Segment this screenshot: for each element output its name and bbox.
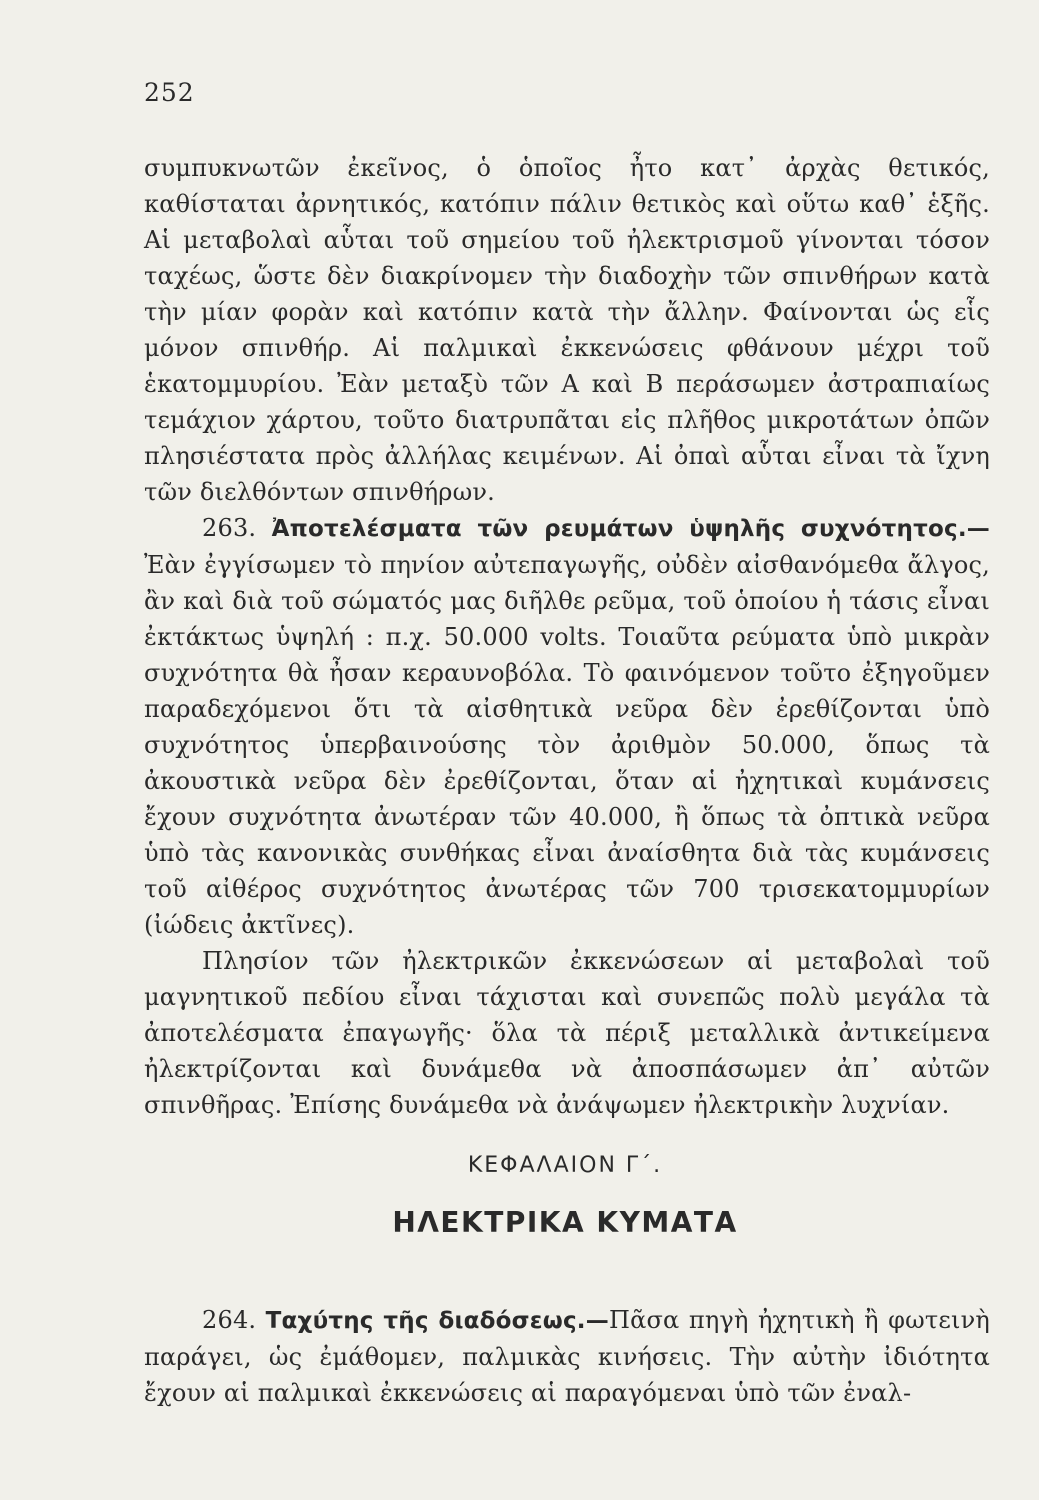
paragraph-continuation: συμπυκνωτῶν ἐκεῖνος, ὁ ὁποῖος ἦτο κατ᾽ ἀρχὰς θετικός, καθίσταται ἀρνητικός, κατόπιν πάλιν θετικὸς καὶ οὕτω καθ᾽ ἑξῆς. Αἱ μεταβολαὶ αὗται τοῦ σημείου τοῦ ἠλεκτρισμοῦ γίνονται τόσον ταχέως, ὥστε δὲν διακρίνομεν τὴν διαδοχὴν τῶν σπινθήρων κατὰ τὴν μίαν φορὰν καὶ κατόπιν κατὰ τὴν ἄλλην. Φαίνονται ὡς εἷς μόνον σπινθήρ. Αἱ παλμικαὶ ἐκκενώσεις φθάνουν μέχρι τοῦ ἑκατομμυρίου. Ἐὰν μεταξὺ τῶν Α καὶ Β περάσωμεν ἀστραπιαίως τεμάχιον χάρτου, τοῦτο διατρυπᾶται εἰς πλῆθος μικροτάτων ὀπῶν πλησιέστατα πρὸς ἀλλήλας κειμένων. Αἱ ὀπαὶ αὗται εἶναι τὰ ἴχνη τῶν διελθόντων σπινθήρων.	[144, 154, 990, 506]
section-264-title: Ταχύτης τῆς διαδόσεως.—	[265, 1308, 609, 1334]
section-263	[144, 510, 990, 943]
chapter-title: ΗΛΕΚΤΡΙΚΑ ΚΥΜΑΤΑ	[392, 1206, 738, 1239]
page-number: 252	[144, 78, 195, 107]
section-263-body: Ἐὰν ἐγγίσωμεν τὸ πηνίον αὐτεπαγωγῆς, οὐδὲν αἰσθανόμεθα ἄλγος, ἂν καὶ διὰ τοῦ σώματός μας διῆλθε ρεῦμα, τοῦ ὁποίου ἡ τάσις εἶναι ἐκτάκτως ὑψηλή : π.χ. 50.000 volts. Τοιαῦτα ρεύματα ὑπὸ μικρὰν συχνότητα θὰ ἦσαν κεραυνοβόλα. Τὸ φαινόμενον τοῦτο ἐξηγοῦμεν παραδεχόμενοι ὅτι τὰ αἰσθητικὰ νεῦρα δὲν ἐρεθίζονται ὑπὸ συχνότητος ὑπερβαινούσης τὸν ἀριθμὸν 50.000, ὅπως τὰ ἀκουστικὰ νεῦρα δὲν ἐρεθίζονται, ὅταν αἱ ἠχητικαὶ κυμάνσεις ἔχουν συχνότητα ἀνωτέραν τῶν 40.000, ἢ ὅπως τὰ ὀπτικὰ νεῦρα ὑπὸ τὰς κανονικὰς συνθήκας εἶναι ἀναίσθητα διὰ τὰς κυμάνσεις τοῦ αἰθέρος συχνότητος ἀνωτέρας τῶν 700 τρισεκατομμυρίων (ἰώδεις ἀκτῖνες).	[144, 551, 990, 939]
text-lower	[144, 1302, 990, 1411]
section-263-paragraph-2: Πλησίον τῶν ἠλεκτρικῶν ἐκκενώσεων αἱ μεταβολαὶ τοῦ μαγνητικοῦ πεδίου εἶναι τάχισται καὶ συνεπῶς πολὺ μεγάλα τὰ ἀποτελέσματα ἐπαγωγῆς· ὅλα τὰ πέριξ μεταλλικὰ ἀντικείμενα ἠλεκτρίζονται καὶ δυνάμεθα νὰ ἀποσπάσωμεν ἀπ᾽ αὐτῶν σπινθῆρας. Ἐπίσης δυνάμεθα νὰ ἀνάψωμεν ἠλεκτρικὴν λυχνίαν.	[144, 947, 990, 1119]
text-upper	[144, 150, 990, 1123]
section-263-number: 263.	[202, 514, 257, 542]
section-263-title: Ἀποτελέσματα τῶν ρευμάτων ὑψηλῆς συχνότητος.—	[271, 516, 990, 542]
section-264	[144, 1302, 990, 1411]
section-264-number: 264.	[202, 1306, 257, 1334]
section-264-body: Πᾶσα πηγὴ ἠχητικὴ ἢ φωτεινὴ παράγει, ὡς ἐμάθομεν, παλμικὰς κινήσεις. Τὴν αὐτὴν ἰδιότητα ἔχουν αἱ παλμικαὶ ἐκκενώσεις αἱ παραγόμεναι ὑπὸ τῶν ἐναλ-	[144, 1306, 990, 1407]
chapter-label: ΚΕΦΑΛΑΙΟΝ Γ΄.	[467, 1153, 663, 1178]
